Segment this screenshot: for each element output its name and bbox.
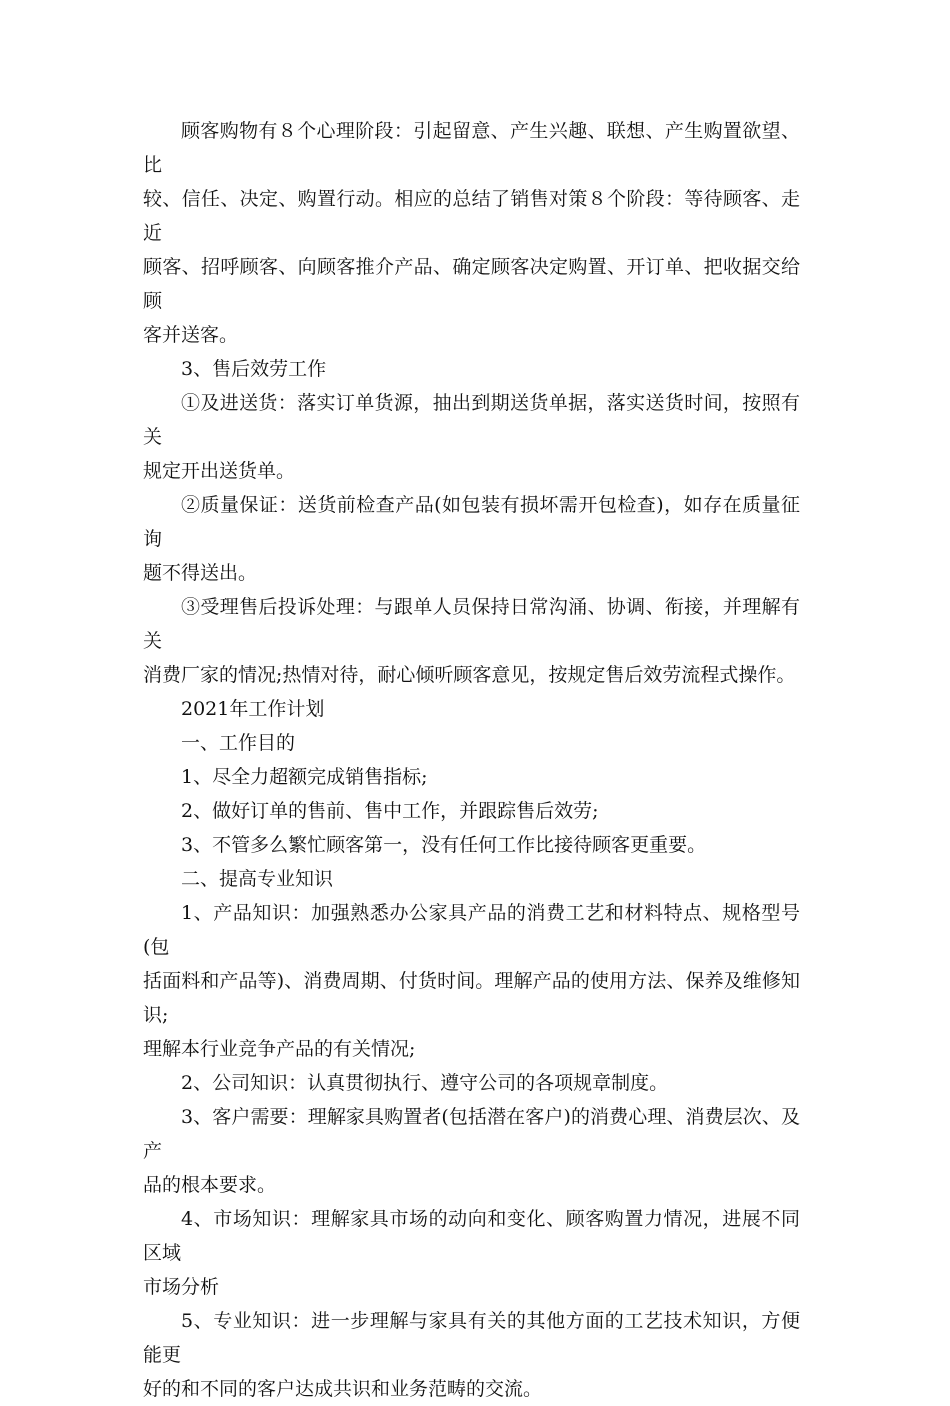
paragraph-technical-knowledge: 5、专业知识：进一步理解与家具有关的其他方面的工艺技术知识，方便能更 好的和不同的客户达成共识和业务范畴的交流。 — [143, 1310, 800, 1400]
document-body — [143, 114, 800, 1406]
paragraph-product-knowledge: 1、产品知识：加强熟悉办公家具产品的消费工艺和材料特点、规格型号(包 括面料和产品等)、消费周期、付货时间。理解产品的使用方法、保养及维修知识; 理解本行业竞争产品的有关情况; — [143, 902, 800, 1060]
paragraph-complaint-handling: ③受理售后投诉处理：与跟单人员保持日常沟涌、协调、衔接，并理解有关 消费厂家的情况;热情对待，耐心倾听顾客意见，按规定售后效劳流程式操作。 — [143, 596, 800, 686]
paragraph-consumer-stages: 顾客购物有８个心理阶段：引起留意、产生兴趣、联想、产生购置欲望、比 较、信任、决定、购置行动。相应的总结了销售对策８个阶段：等待顾客、走近 顾客、招呼顾客、向顾客推介产品、确定顾客决定购置、开订单、把收据交给顾 客并送客。 — [143, 120, 800, 346]
heading-professional-knowledge: 二、提高专业知识 — [181, 868, 334, 890]
list-item-goal-3: 3、不管多么繁忙顾客第一，没有任何工作比接待顾客更重要。 — [181, 834, 707, 856]
paragraph-market-knowledge: 4、市场知识：理解家具市场的动向和变化、顾客购置力情况，进展不同区域 市场分析 — [143, 1208, 800, 1298]
list-item-goal-2: 2、做好订单的售前、售中工作，并跟踪售后效劳; — [181, 800, 599, 822]
heading-work-plan: 2021年工作计划 — [181, 698, 325, 720]
paragraph-delivery: ①及进送货：落实订单货源，抽出到期送货单据，落实送货时间，按照有关 规定开出送货单。 — [143, 392, 800, 482]
heading-after-sales-service: 3、售后效劳工作 — [181, 358, 327, 380]
list-item-goal-1: 1、尽全力超额完成销售指标; — [181, 766, 428, 788]
paragraph-company-knowledge: 2、公司知识：认真贯彻执行、遵守公司的各项规章制度。 — [181, 1072, 669, 1094]
paragraph-customer-needs: 3、客户需要：理解家具购置者(包括潜在客户)的消费心理、消费层次、及产 品的根本要求。 — [143, 1106, 800, 1196]
heading-work-goals: 一、工作目的 — [181, 732, 296, 754]
paragraph-quality-assurance: ②质量保证：送货前检查产品(如包装有损坏需开包检查)，如存在质量征询 题不得送出。 — [143, 494, 800, 584]
